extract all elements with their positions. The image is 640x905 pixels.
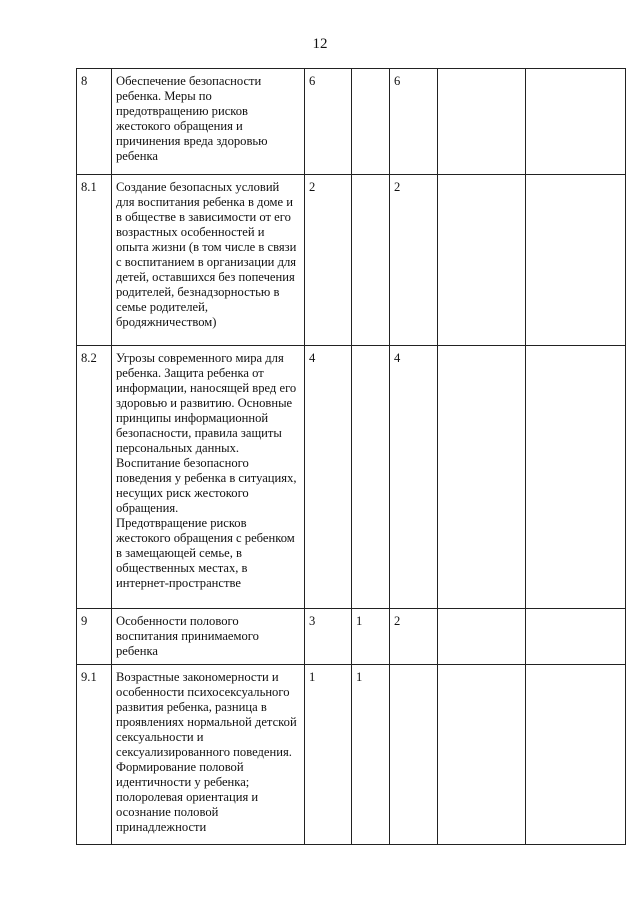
extra-cell [526, 609, 626, 665]
total-hours-cell: 4 [305, 346, 352, 609]
row-number-cell: 8 [77, 69, 112, 175]
topic-paragraph: Формирование половой идентичности у ребенка; полоролевая ориентация и осознание половой принадлежности [116, 760, 259, 834]
lecture-hours-cell: 1 [352, 665, 390, 845]
page-number: 12 [312, 36, 328, 52]
practice-hours-cell: 4 [390, 346, 438, 609]
topic-cell [112, 69, 305, 175]
topic-paragraph: Создание безопасных условий для воспитания ребенка в доме и в обществе в зависимости от его возрастных особенностей и опыта жизни (в том числе в связи с воспитанием в организации для детей, оставшихся без попечения родителей, безнадзорностью в семье родителей, бродяжничеством) [116, 180, 297, 329]
topic-cell [112, 346, 305, 609]
topic-paragraph: Особенности полового воспитания принимаемого ребенка [116, 614, 259, 658]
practice-hours-cell: 2 [390, 609, 438, 665]
practice-hours-cell: 6 [390, 69, 438, 175]
curriculum-table [76, 68, 626, 845]
extra-cell [526, 175, 626, 346]
row-number-cell: 8.1 [77, 175, 112, 346]
total-hours-cell: 1 [305, 665, 352, 845]
practice-hours-cell: 2 [390, 175, 438, 346]
table-row [77, 665, 626, 845]
extra-cell [438, 665, 526, 845]
topic-cell [112, 609, 305, 665]
topic-cell [112, 665, 305, 845]
table-row [77, 69, 626, 175]
topic-cell [112, 175, 305, 346]
lecture-hours-cell [352, 69, 390, 175]
extra-cell [526, 69, 626, 175]
table-body [77, 69, 626, 845]
topic-paragraph: Возрастные закономерности и особенности психосексуального развития ребенка, разница в проявлениях нормальной детской сексуальности и сексуализированного поведения. [116, 670, 297, 759]
extra-cell [438, 346, 526, 609]
table-row [77, 609, 626, 665]
extra-cell [438, 69, 526, 175]
extra-cell [438, 609, 526, 665]
practice-hours-cell [390, 665, 438, 845]
lecture-hours-cell [352, 175, 390, 346]
table-row [77, 346, 626, 609]
topic-paragraph: Воспитание безопасного поведения у ребенка в ситуациях, несущих риск жестокого обращения. [116, 456, 297, 515]
lecture-hours-cell: 1 [352, 609, 390, 665]
extra-cell [526, 346, 626, 609]
table-row [77, 175, 626, 346]
total-hours-cell: 6 [305, 69, 352, 175]
total-hours-cell: 3 [305, 609, 352, 665]
topic-paragraph: Предотвращение рисков жестокого обращения с ребенком в замещающей семье, в общественных местах, в интернет-пространстве [116, 516, 295, 590]
extra-cell [438, 175, 526, 346]
row-number-cell: 9.1 [77, 665, 112, 845]
topic-paragraph: Угрозы современного мира для ребенка. Защита ребенка от информации, наносящей вред его здоровью и развитию. Основные принципы информационной безопасности, правила защиты персональных данных. [116, 351, 297, 455]
lecture-hours-cell [352, 346, 390, 609]
extra-cell [526, 665, 626, 845]
row-number-cell: 8.2 [77, 346, 112, 609]
total-hours-cell: 2 [305, 175, 352, 346]
row-number-cell: 9 [77, 609, 112, 665]
topic-paragraph: Обеспечение безопасности ребенка. Меры по предотвращению рисков жестокого обращения и причинения вреда здоровью ребенка [116, 74, 268, 163]
